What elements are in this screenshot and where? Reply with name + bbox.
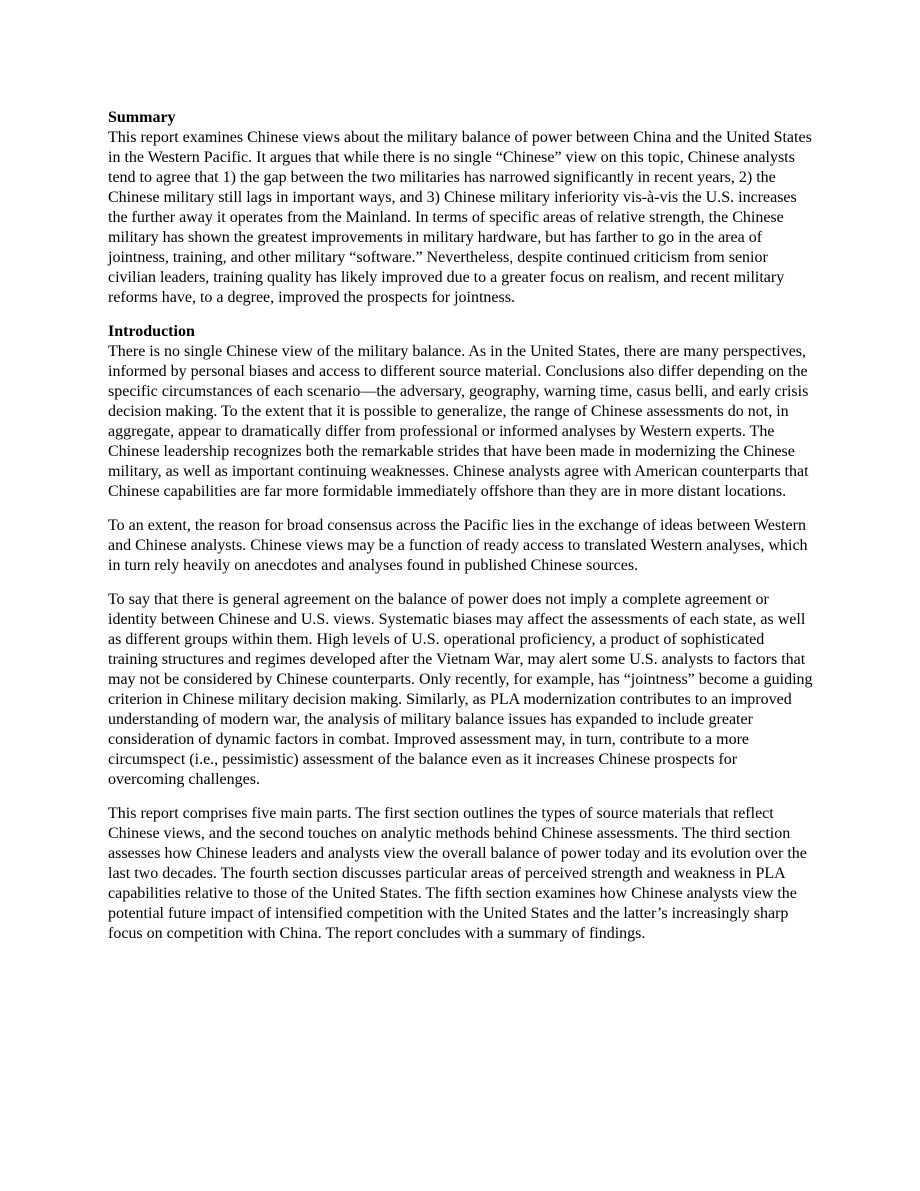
introduction-heading: Introduction (108, 323, 195, 340)
document-page (108, 108, 814, 944)
introduction-paragraph-1: There is no single Chinese view of the military balance. As in the United States, there are many perspectives, informed by personal biases and access to different source material. Conclusions also differ depending on the specific circumstances of each scenario—the adversary, geography, warning time, casus belli, and early crisis decision making. To the extent that it is possible to generalize, the range of Chinese assessments do not, in aggregate, appear to dramatically differ from professional or informed analyses by Western experts. The Chinese leadership recognizes both the remarkable strides that have been made in modernizing the Chinese military, as well as important continuing weaknesses. Chinese analysts agree with American counterparts that Chinese capabilities are far more formidable immediately offshore than they are in more distant locations. (108, 343, 809, 500)
introduction-paragraph-3: To say that there is general agreement on the balance of power does not imply a complete agreement or identity between Chinese and U.S. views. Systematic biases may affect the assessments of each state, as well as different groups within them. High levels of U.S. operational proficiency, a product of sophisticated training structures and regimes developed after the Vietnam War, may alert some U.S. analysts to factors that may not be considered by Chinese counterparts. Only recently, for example, has “jointness” become a guiding criterion in Chinese military decision making. Similarly, as PLA modernization contributes to an improved understanding of modern war, the analysis of military balance issues has expanded to include greater consideration of dynamic factors in combat. Improved assessment may, in turn, contribute to a more circumspect (i.e., pessimistic) assessment of the balance even as it increases Chinese prospects for overcoming challenges. (108, 591, 813, 788)
introduction-section (108, 322, 814, 944)
introduction-paragraph-2: To an extent, the reason for broad consensus across the Pacific lies in the exchange of ideas between Western and Chinese analysts. Chinese views may be a function of ready access to translated Western analyses, which in turn rely heavily on anecdotes and analyses found in published Chinese sources. (108, 517, 808, 574)
summary-section (108, 108, 814, 308)
summary-heading: Summary (108, 109, 176, 126)
introduction-paragraph-4: This report comprises five main parts. The first section outlines the types of source materials that reflect Chinese views, and the second touches on analytic methods behind Chinese assessments. The third section assesses how Chinese leaders and analysts view the overall balance of power today and its evolution over the last two decades. The fourth section discusses particular areas of perceived strength and weakness in PLA capabilities relative to those of the United States. The fifth section examines how Chinese analysts view the potential future impact of intensified competition with the United States and the latter’s increasingly sharp focus on competition with China. The report concludes with a summary of findings. (108, 805, 807, 942)
summary-paragraph: This report examines Chinese views about the military balance of power between China and the United States in the Western Pacific. It argues that while there is no single “Chinese” view on this topic, Chinese analysts tend to agree that 1) the gap between the two militaries has narrowed significantly in recent years, 2) the Chinese military still lags in important ways, and 3) Chinese military inferiority vis-à-vis the U.S. increases the further away it operates from the Mainland. In terms of specific areas of relative strength, the Chinese military has shown the greatest improvements in military hardware, but has farther to go in the area of jointness, training, and other military “software.” Nevertheless, despite continued criticism from senior civilian leaders, training quality has likely improved due to a greater focus on realism, and recent military reforms have, to a degree, improved the prospects for jointness. (108, 129, 812, 306)
